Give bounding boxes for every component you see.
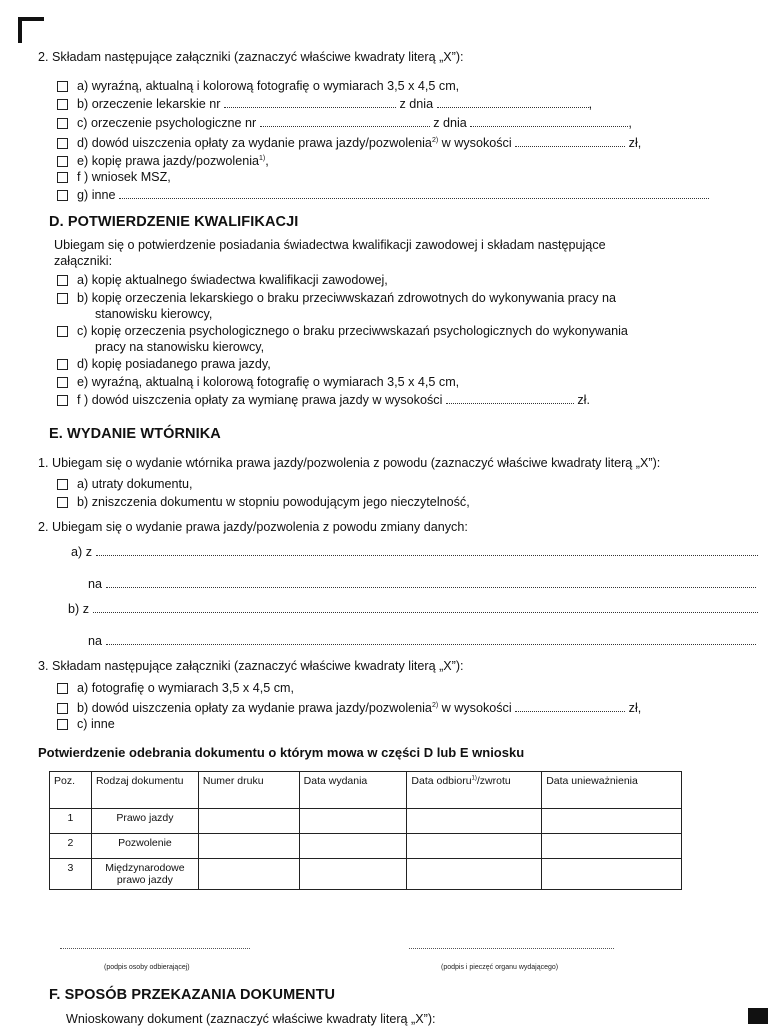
signature-label-recipient: (podpis osoby odbierającej) bbox=[104, 964, 190, 971]
qualification-item-certificate: a) kopię aktualnego świadectwa kwalifikacji zawodowej, bbox=[57, 272, 388, 288]
cell-number[interactable] bbox=[198, 859, 299, 890]
data-change-a-from-field[interactable] bbox=[96, 545, 758, 556]
documents-table bbox=[49, 771, 682, 890]
cell-poz: 3 bbox=[50, 859, 92, 890]
data-change-b-from-field[interactable] bbox=[93, 602, 758, 613]
psych-number-field[interactable] bbox=[260, 116, 430, 127]
qualification-item-photo: e) wyraźną, aktualną i kolorową fotografię o wymiarach 3,5 x 4,5 cm, bbox=[57, 374, 459, 390]
checkbox[interactable] bbox=[57, 359, 68, 370]
exchange-fee-field[interactable] bbox=[446, 393, 574, 404]
checkbox[interactable] bbox=[57, 99, 68, 110]
section-d-intro-line1: Ubiegam się o potwierdzenie posiadania świadectwa kwalifikacji zawodowej i składam następujące bbox=[54, 238, 606, 252]
col-header-number: Numer druku bbox=[198, 772, 299, 809]
duplicate-fee-field[interactable] bbox=[515, 701, 625, 712]
qualification-item-medical: b) kopię orzeczenia lekarskiego o braku przeciwwskazań zdrowotnych do wykonywania pracy na bbox=[57, 290, 616, 306]
duplicate-attachment-fee: b) dowód uiszczenia opłaty za wydanie prawa jazdy/pozwolenia$^{2)}$ w wysokości zł, bbox=[57, 698, 641, 716]
data-change-b-to-field[interactable] bbox=[106, 634, 756, 645]
cell-type: Międzynarodowe prawo jazdy bbox=[91, 859, 198, 890]
cell-type: Pozwolenie bbox=[91, 834, 198, 859]
checkbox[interactable] bbox=[57, 703, 68, 714]
section-e-heading: E. WYDANIE WTÓRNIKA bbox=[49, 426, 221, 442]
cell-receipt-date[interactable] bbox=[407, 834, 542, 859]
medical-number-field[interactable] bbox=[224, 97, 396, 108]
table-row bbox=[50, 859, 682, 890]
medical-date-field[interactable] bbox=[437, 97, 589, 108]
cell-type: Prawo jazdy bbox=[91, 809, 198, 834]
signature-line-authority[interactable] bbox=[409, 948, 614, 949]
data-change-a-to: na bbox=[88, 576, 756, 592]
attachment-item-medical: b) orzeczenie lekarskie nr z dnia , bbox=[57, 96, 592, 112]
duplicate-reason-damage: b) zniszczenia dokumentu w stopniu powodującym jego nieczytelność, bbox=[57, 494, 470, 510]
section-f-heading: F. SPOSÓB PRZEKAZANIA DOKUMENTU bbox=[49, 987, 336, 1003]
qualification-item-license: d) kopię posiadanego prawa jazdy, bbox=[57, 356, 271, 372]
signature-line-recipient[interactable] bbox=[60, 948, 250, 949]
scan-corner-mark bbox=[18, 17, 44, 43]
checkbox[interactable] bbox=[57, 172, 68, 183]
data-change-b-to: na bbox=[88, 633, 756, 649]
attachment-item-photo: a) wyraźną, aktualną i kolorową fotografię o wymiarach 3,5 x 4,5 cm, bbox=[57, 78, 459, 94]
duplicate-attachment-other: c) inne bbox=[57, 716, 115, 732]
attachments-intro: 2. Składam następujące załączniki (zaznaczyć właściwe kwadraty literą „X”): bbox=[38, 50, 464, 64]
checkbox[interactable] bbox=[57, 275, 68, 286]
qualification-item-psych: c) kopię orzeczenia psychologicznego o braku przeciwwskazań psychologicznych do wykonywania bbox=[57, 323, 628, 339]
data-change-b-from: b) z bbox=[68, 601, 758, 617]
checkbox[interactable] bbox=[57, 326, 68, 337]
data-change-intro: 2. Ubiegam się o wydanie prawa jazdy/pozwolenia z powodu zmiany danych: bbox=[38, 520, 468, 534]
checkbox[interactable] bbox=[57, 719, 68, 730]
col-header-type: Rodzaj dokumentu bbox=[91, 772, 198, 809]
cell-invalidation[interactable] bbox=[542, 859, 682, 890]
data-change-a-to-field[interactable] bbox=[106, 577, 756, 588]
col-header-receipt-date: Data odbioru$^{1)}$/zwrotu bbox=[407, 772, 542, 809]
fee-amount-field[interactable] bbox=[515, 136, 625, 147]
attachment-item-other: g) inne bbox=[57, 187, 709, 203]
cell-receipt-date[interactable] bbox=[407, 809, 542, 834]
cell-receipt-date[interactable] bbox=[407, 859, 542, 890]
cell-issue-date[interactable] bbox=[299, 809, 407, 834]
checkbox[interactable] bbox=[57, 190, 68, 201]
duplicate-attachment-photo: a) fotografię o wymiarach 3,5 x 4,5 cm, bbox=[57, 680, 294, 696]
attachment-item-msz: f ) wniosek MSZ, bbox=[57, 169, 171, 185]
checkbox[interactable] bbox=[57, 683, 68, 694]
cell-invalidation[interactable] bbox=[542, 809, 682, 834]
psych-date-field[interactable] bbox=[470, 116, 628, 127]
data-change-a-from: a) z bbox=[71, 544, 758, 560]
checkbox[interactable] bbox=[57, 377, 68, 388]
col-header-poz: Poz. bbox=[50, 772, 92, 809]
col-header-issue-date: Data wydania bbox=[299, 772, 407, 809]
checkbox[interactable] bbox=[57, 138, 68, 149]
duplicate-reason-loss: a) utraty dokumentu, bbox=[57, 476, 193, 492]
section-d-heading: D. POTWIERDZENIE KWALIFIKACJI bbox=[49, 214, 299, 230]
checkbox[interactable] bbox=[57, 81, 68, 92]
checkbox[interactable] bbox=[57, 118, 68, 129]
duplicate-reason-intro: 1. Ubiegam się o wydanie wtórnika prawa jazdy/pozwolenia z powodu (zaznaczyć właściwe kwadraty literą „X”): bbox=[38, 456, 661, 470]
attachment-item-psychological: c) orzeczenie psychologiczne nr z dnia , bbox=[57, 115, 632, 131]
checkbox[interactable] bbox=[57, 497, 68, 508]
checkbox[interactable] bbox=[57, 293, 68, 304]
scan-corner-mark-bottom bbox=[748, 1008, 768, 1024]
cell-poz: 2 bbox=[50, 834, 92, 859]
other-field[interactable] bbox=[119, 188, 709, 199]
attachment-item-fee: d) dowód uiszczenia opłaty za wydanie prawa jazdy/pozwolenia$^{2)}$ w wysokości zł, bbox=[57, 133, 641, 151]
cell-number[interactable] bbox=[198, 834, 299, 859]
qualification-item-psych-cont: pracy na stanowisku kierowcy, bbox=[95, 340, 265, 354]
attachment-item-license-copy: e) kopię prawa jazdy/pozwolenia$^{1)}$, bbox=[57, 151, 269, 169]
cell-invalidation[interactable] bbox=[542, 834, 682, 859]
cell-issue-date[interactable] bbox=[299, 859, 407, 890]
col-header-invalidation: Data unieważnienia bbox=[542, 772, 682, 809]
checkbox[interactable] bbox=[57, 156, 68, 167]
duplicate-attachments-intro: 3. Składam następujące załączniki (zaznaczyć właściwe kwadraty literą „X”): bbox=[38, 659, 464, 673]
confirmation-heading: Potwierdzenie odebrania dokumentu o którym mowa w części D lub E wniosku bbox=[38, 745, 525, 760]
checkbox[interactable] bbox=[57, 479, 68, 490]
qualification-item-medical-cont: stanowisku kierowcy, bbox=[95, 307, 213, 321]
signature-label-authority: (podpis i pieczęć organu wydającego) bbox=[441, 964, 559, 971]
cell-number[interactable] bbox=[198, 809, 299, 834]
table-row bbox=[50, 834, 682, 859]
checkbox[interactable] bbox=[57, 395, 68, 406]
cell-poz: 1 bbox=[50, 809, 92, 834]
cell-issue-date[interactable] bbox=[299, 834, 407, 859]
section-f-intro: Wnioskowany dokument (zaznaczyć właściwe kwadraty literą „X”): bbox=[66, 1012, 436, 1026]
table-row bbox=[50, 809, 682, 834]
qualification-item-fee: f ) dowód uiszczenia opłaty za wymianę prawa jazdy w wysokości zł. bbox=[57, 392, 590, 408]
section-d-intro-line2: załączniki: bbox=[54, 254, 113, 268]
table-header-row bbox=[50, 772, 682, 809]
